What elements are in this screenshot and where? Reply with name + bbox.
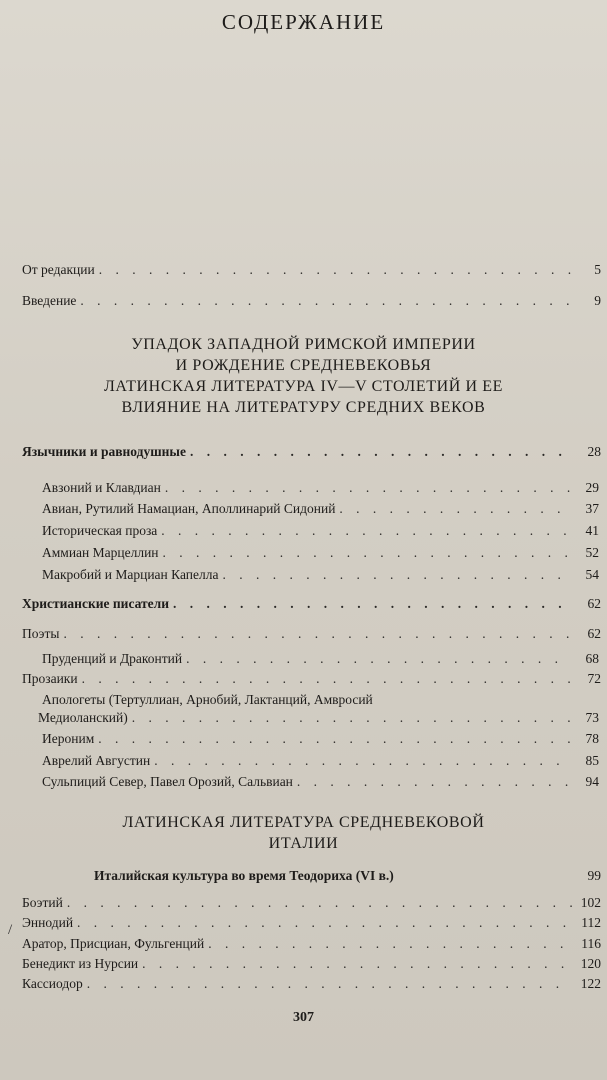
toc-entry-label: От редакции <box>22 262 95 277</box>
leader-dots <box>222 567 571 583</box>
toc-entry-poets[interactable] <box>22 626 601 642</box>
toc-entry-introduction[interactable] <box>22 293 601 309</box>
leader-dots <box>154 753 571 769</box>
toc-entry-label: Введение <box>22 293 77 308</box>
toc-chapter-pagans[interactable] <box>22 444 601 460</box>
toc-entry[interactable] <box>42 774 599 790</box>
toc-page-number: 68 <box>585 651 599 666</box>
toc-page-number: 102 <box>580 895 601 910</box>
toc-entry-prose[interactable] <box>22 671 601 687</box>
toc-entry-label: Историческая проза <box>42 523 158 538</box>
toc-entry-label: Аврелий Августин <box>42 753 151 768</box>
toc-entry-label: Кассиодор <box>22 976 83 991</box>
toc-entry-editorial[interactable] <box>22 262 601 278</box>
toc-entry-label: Поэты <box>22 626 60 641</box>
toc-entry-label: Иероним <box>42 731 95 746</box>
section-heading-line: И РОЖДЕНИЕ СРЕДНЕВЕКОВЬЯ <box>175 357 432 374</box>
toc-page-number: 52 <box>585 545 599 560</box>
leader-dots <box>186 651 571 667</box>
toc-entry[interactable] <box>42 651 599 667</box>
toc-page-number: 116 <box>581 936 601 951</box>
toc-entry-label: Италийская культура во время Теодориха (VI в.) <box>94 868 394 883</box>
leader-dots <box>339 501 571 517</box>
toc-page-number: 120 <box>580 956 601 971</box>
leader-dots <box>142 956 573 972</box>
toc-page-number: 85 <box>585 753 599 768</box>
leader-dots <box>67 895 573 911</box>
toc-page-number: 62 <box>587 596 601 611</box>
toc-page-number: 72 <box>587 671 601 686</box>
toc-entry-label: Прозаики <box>22 671 78 686</box>
toc-entry[interactable] <box>42 731 599 747</box>
section-heading-line: ЛАТИНСКАЯ ЛИТЕРАТУРА СРЕДНЕВЕКОВОЙ <box>122 814 485 831</box>
leader-dots <box>190 444 573 460</box>
section-heading-line: ЛАТИНСКАЯ ЛИТЕРАТУРА IV—V СТОЛЕТИЙ И ЕЕ <box>103 378 504 395</box>
toc-page-number: 112 <box>581 915 601 930</box>
toc-entry-label: Христианские писатели <box>22 596 169 611</box>
leader-dots <box>173 596 573 612</box>
toc-entry-label: Пруденций и Драконтий <box>42 651 183 666</box>
toc-entry[interactable] <box>42 567 599 583</box>
toc-page-number: 28 <box>587 444 601 459</box>
toc-entry[interactable] <box>22 956 601 972</box>
leader-dots <box>98 731 571 747</box>
toc-entry[interactable] <box>42 501 599 517</box>
leader-dots <box>297 774 571 790</box>
toc-page-number: 9 <box>594 293 601 308</box>
leader-dots <box>63 626 573 642</box>
toc-page-number: 5 <box>594 262 601 277</box>
toc-page-number: 37 <box>585 501 599 516</box>
toc-page-number: 54 <box>585 567 599 582</box>
toc-entry-label: Макробий и Марциан Капелла <box>42 567 219 582</box>
toc-entry[interactable] <box>42 545 599 561</box>
toc-entry-label: Язычники и равнодушные <box>22 444 186 459</box>
leader-dots <box>77 915 573 931</box>
section-heading-line: ИТАЛИИ <box>268 835 339 852</box>
toc-page-number: 41 <box>585 523 599 538</box>
toc-entry-label: Авиан, Рутилий Намациан, Аполлинарий Сидоний <box>42 501 336 516</box>
section-heading-line: ВЛИЯНИЕ НА ЛИТЕРАТУРУ СРЕДНИХ ВЕКОВ <box>121 399 486 416</box>
toc-entry[interactable] <box>42 753 599 769</box>
toc-chapter-christians[interactable] <box>22 596 601 612</box>
leader-dots <box>132 710 571 726</box>
section-heading-2 <box>20 812 587 854</box>
toc-page-number: 94 <box>585 774 599 789</box>
toc-entry-apologists-line2[interactable] <box>38 710 599 726</box>
leader-dots <box>165 480 571 496</box>
toc-page-number: 99 <box>587 868 601 883</box>
leader-dots <box>163 545 571 561</box>
page-number: 307 <box>293 1010 314 1025</box>
toc-entry-label: Аммиан Марцеллин <box>42 545 159 560</box>
toc-page-number: 122 <box>580 976 601 991</box>
toc-entry-label: Эннодий <box>22 915 74 930</box>
leader-dots <box>161 523 571 539</box>
toc-entry-label: Медиоланский) <box>38 710 128 725</box>
toc-entry[interactable] <box>42 523 599 539</box>
section-heading-1 <box>20 334 587 418</box>
leader-dots <box>82 671 573 687</box>
toc-entry[interactable] <box>22 895 601 911</box>
section-heading-line: УПАДОК ЗАПАДНОЙ РИМСКОЙ ИМПЕРИИ <box>131 336 476 353</box>
toc-page-number: 29 <box>585 480 599 495</box>
leader-dots <box>99 262 573 278</box>
toc-chapter-italy[interactable] <box>94 868 601 884</box>
toc-entry[interactable] <box>22 915 601 931</box>
page-title: СОДЕРЖАНИЕ <box>221 10 386 34</box>
toc-entry-label: Авзоний и Клавдиан <box>42 480 161 495</box>
toc-entry-label: Бенедикт из Нурсии <box>22 956 139 971</box>
leader-dots <box>87 976 573 992</box>
toc-entry-label: Аратор, Присциан, Фульгенций <box>22 936 205 951</box>
pencil-mark: / <box>8 922 13 938</box>
toc-entry[interactable] <box>22 976 601 992</box>
toc-page-number: 78 <box>585 731 599 746</box>
toc-entry-label: Сульпиций Север, Павел Орозий, Сальвиан <box>42 774 293 789</box>
leader-dots <box>208 936 573 952</box>
toc-entry-apologists-line1[interactable]: Апологеты (Тертуллиан, Арнобий, Лактанций, Амвросий <box>42 692 373 707</box>
toc-entry[interactable] <box>42 480 599 496</box>
toc-page-number: 62 <box>587 626 601 641</box>
toc-entry[interactable] <box>22 936 601 952</box>
toc-page-number: 73 <box>585 710 599 725</box>
leader-dots <box>80 293 573 309</box>
toc-entry-label: Боэтий <box>22 895 63 910</box>
